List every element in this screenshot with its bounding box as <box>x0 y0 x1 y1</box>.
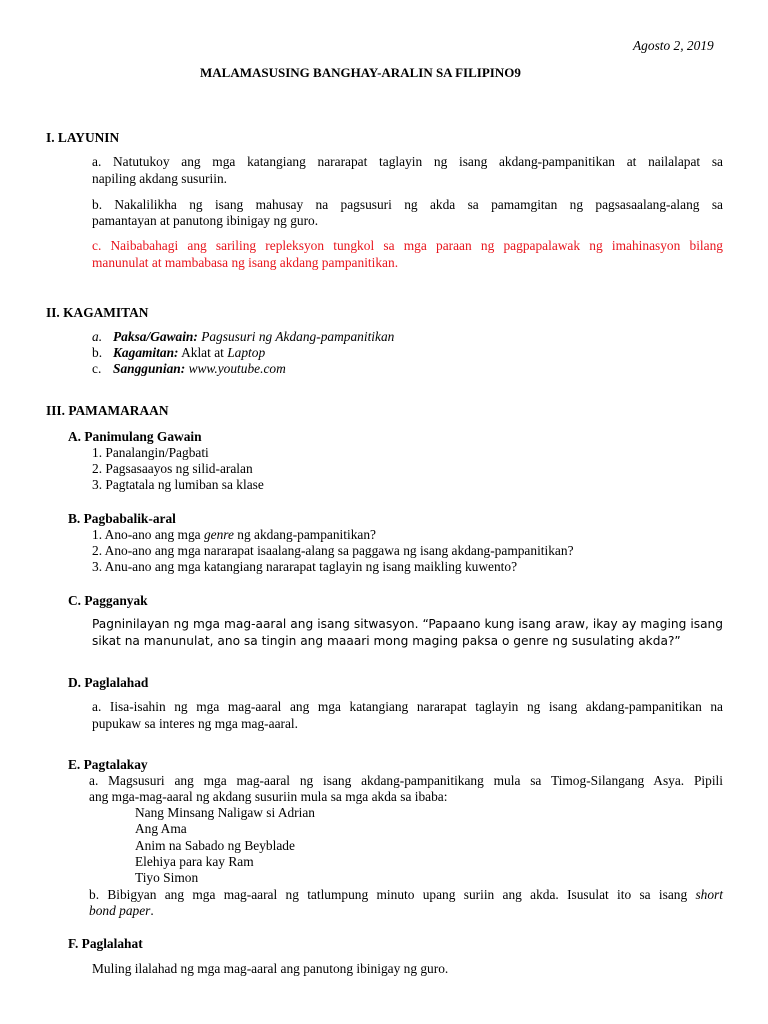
objective-c-line2: manunulat at mambabasa ng isang akdang pampanitikan. <box>92 255 399 270</box>
list-marker: b. <box>92 345 103 360</box>
discussion-b-short: short <box>695 887 723 902</box>
section-heading-layunin: I. LAYUNIN <box>46 130 120 145</box>
subsection-heading-e: E. Pagtalakay <box>68 757 148 772</box>
discussion-b-bond-paper: bond paper <box>89 903 151 918</box>
motivation-line1: Pagninilayan ng mga mag-aaral ang isang sitwasyon. “Papaano kung isang araw, ikay ay maging isang <box>92 617 723 631</box>
literary-work-title: Tiyo Simon <box>135 870 199 885</box>
materials-item-a <box>92 329 394 345</box>
section-heading-kagamitan: II. KAGAMITAN <box>46 305 149 320</box>
objective-a-line2: napiling akdang susuriin. <box>92 171 228 186</box>
discussion-line2: ang mga-mag-aaral ng akdang susuriin mula sa mga akda sa ibaba: <box>89 789 448 804</box>
list-item: 2. Pagsasaayos ng silid-aralan <box>92 461 253 476</box>
materials-label-kagamitan: Kagamitan: <box>113 345 179 360</box>
subsection-heading-a: A. Panimulang Gawain <box>68 429 202 444</box>
discussion-b-period: . <box>150 903 154 918</box>
list-marker: a. <box>92 329 103 344</box>
subsection-heading-d: D. Paglalahad <box>68 675 149 690</box>
discussion-b-text: b. Bibigyan ang mga mag-aaral ng tatlumpung minuto upang suriin ang akda. Isusulat ito sa isang <box>89 887 696 902</box>
subsection-heading-c: C. Pagganyak <box>68 593 148 608</box>
materials-label-paksa: Paksa/Gawain: <box>113 329 198 344</box>
document-date: Agosto 2, 2019 <box>633 38 714 53</box>
materials-value-sanggunian: www.youtube.com <box>188 361 286 376</box>
list-item: 3. Pagtatala ng lumiban sa klase <box>92 477 264 492</box>
literary-work-title: Ang Ama <box>135 821 187 836</box>
materials-item-c <box>92 361 286 377</box>
generalization-line1: Muling ilalahad ng mga mag-aaral ang panutong ibinigay ng guro. <box>92 961 449 976</box>
objective-c-line1: c. Naibabahagi ang sariling repleksyon tungkol sa mga paraan ng pagpapalawak ng imahinasyon bilang <box>92 238 723 253</box>
objective-b-line1: b. Nakalilikha ng isang mahusay na pagsusuri ng akda sa pamamgitan ng pagsasaalang-alang sa <box>92 197 723 212</box>
list-marker: c. <box>92 361 102 376</box>
discussion-line1: a. Magsusuri ang mga mag-aaral ng isang akdang-pampanitikang mula sa Timog-Silangang Asya. Pipili <box>89 773 723 788</box>
list-item <box>92 527 376 543</box>
document-title: MALAMASUSING BANGHAY-ARALIN SA FILIPINO9 <box>200 65 521 80</box>
review-question-1-pre: 1. Ano-ano ang mga <box>92 527 204 542</box>
list-item: 3. Anu-ano ang mga katangiang nararapat taglayin ng isang maikling kuwento? <box>92 559 518 574</box>
review-question-1-post: ng akdang-pampanitikan? <box>233 527 376 542</box>
review-question-1-genre: genre <box>203 527 234 542</box>
materials-label-sanggunian: Sanggunian: <box>113 361 186 376</box>
materials-value-paksa: Pagsusuri ng Akdang-pampanitikan <box>201 329 395 344</box>
presentation-line1: a. Iisa-isahin ng mga mag-aaral ang mga katangiang nararapat taglayin ng isang akdang-pampanitikan na <box>92 699 723 714</box>
section-heading-pamamaraan: III. PAMAMARAAN <box>46 403 169 418</box>
materials-value-laptop: Laptop <box>227 345 266 360</box>
discussion-b-line2 <box>89 903 154 919</box>
subsection-heading-f: F. Paglalahat <box>68 936 143 951</box>
list-item: 1. Panalangin/Pagbati <box>92 445 209 460</box>
objective-a-line1: a. Natutukoy ang mga katangiang nararapat taglayin ng isang akdang-pampanitikan at nailalapat sa <box>92 154 723 169</box>
motivation-line2: sikat na manunulat, ano sa tingin ang maaari mong maging paksa o genre ng susulating akda?” <box>92 634 681 648</box>
presentation-line2: pupukaw sa interes ng mga mag-aaral. <box>92 716 298 731</box>
discussion-b-line1 <box>89 887 723 903</box>
list-item: 2. Ano-ano ang mga nararapat isaalang-alang sa paggawa ng isang akdang-pampanitikan? <box>92 543 574 558</box>
literary-work-title: Nang Minsang Naligaw si Adrian <box>135 805 316 820</box>
materials-item-b <box>92 345 265 361</box>
literary-work-title: Elehiya para kay Ram <box>135 854 254 869</box>
subsection-heading-b: B. Pagbabalik-aral <box>68 511 176 526</box>
materials-value-kagamitan: Aklat at <box>181 345 228 360</box>
objective-b-line2: pamantayan at panutong ibinigay ng guro. <box>92 213 319 228</box>
literary-work-title: Anim na Sabado ng Beyblade <box>135 838 295 853</box>
